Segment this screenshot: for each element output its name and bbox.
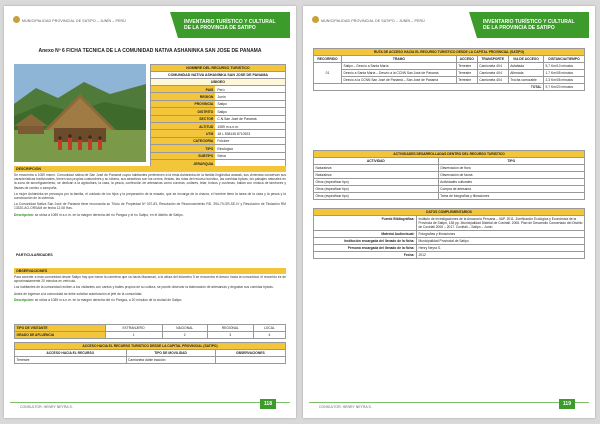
community-photo xyxy=(14,64,146,162)
table-row xyxy=(314,172,585,179)
row-key: JERARQUIA xyxy=(151,160,215,166)
banner-line-2: DE LA PROVINCIA DE SATIPO xyxy=(483,25,555,31)
resource-name: COMUNIDAD NATIVA ASHANINKA SAN JOSE DE PANAMA xyxy=(150,72,286,79)
inventory-banner xyxy=(477,12,589,38)
observations-p2: Los habitantes de la comunidad reciben a los visitantes con cantos y bailes propios de su cultura, se puede observar la elaboración de artesanías y degustar sus comidas típicas. xyxy=(14,285,274,290)
access-cell: Terrestre xyxy=(15,357,127,364)
access-col: TIPO DE MOVILIDAD xyxy=(126,350,215,357)
activity-cell: Observación de flora xyxy=(438,165,584,172)
visitor-col: NACIONAL xyxy=(162,325,207,332)
table-row xyxy=(314,63,585,70)
description-p2: La mujer Asháninka se preocupa por la familia, el cuidado de los hijos y la preparación de la masato, que se encarga de la chacra, el hombre tiene la tarea de la caza y la pesca y la construcción de la vivienda. xyxy=(14,191,286,201)
row-key: ALTITUD xyxy=(151,123,215,129)
complement-value: Henry Neyra S. xyxy=(416,245,584,252)
row-key: UTM xyxy=(151,130,215,136)
page-number: 118 xyxy=(260,399,276,409)
table-row xyxy=(314,193,585,200)
inventory-banner xyxy=(178,12,290,38)
complement-key: Fecha: xyxy=(314,252,417,259)
visitor-col: REGIONAL xyxy=(207,325,253,332)
row-key: TIPO xyxy=(151,145,215,151)
access-table xyxy=(14,342,286,364)
municipality-name: MUNICIPALIDAD PROVINCIAL DE SATIPO – JUNÍN – PERÚ xyxy=(321,19,425,23)
row-value: Satipo xyxy=(217,102,227,107)
complement-value: Instituto de Investigaciones de la Amazonía Peruana – IIAP. 2011. Zonificación Ecológica y Económica de la Provincia de Satipo, 138 pp. Municipalidad Distrital de Coviriali. 2006. Plan de Desarrollo Concertado del Distrito de Coviriali 2006 – 2017. Coviriali – Satipo – Junín. xyxy=(416,216,584,231)
visitor-table xyxy=(14,324,286,339)
row-key: SUBTIPO xyxy=(151,153,215,159)
route-cell: Terrestre xyxy=(456,77,477,84)
table-row xyxy=(314,252,585,259)
page-header xyxy=(10,12,290,38)
row-value: Perú xyxy=(217,87,225,92)
complementary-table xyxy=(313,208,585,259)
description-heading: DESCRIPCION xyxy=(14,166,286,172)
sheet-row xyxy=(150,145,286,152)
sheet-row xyxy=(150,138,286,145)
influx-value: 4 xyxy=(253,332,285,339)
activity-cell: Otros (especificar tipo) xyxy=(314,179,439,186)
row-key: SECTOR xyxy=(151,116,215,122)
page-footer xyxy=(309,402,589,412)
route-cell: 2,3 Km/05 minutos xyxy=(544,77,585,84)
access-cell xyxy=(215,357,285,364)
page-right xyxy=(303,6,595,418)
municipality-logo-icon xyxy=(312,16,319,23)
description-p4: se ubica a 1089 m.s.n.m. en la margen derecha del río Pangoa y el río Satipo, en el distrito de Satipo. xyxy=(34,212,184,217)
sheet-row xyxy=(150,123,286,130)
route-cell: Satipo – Desvío a Santa María xyxy=(342,63,457,70)
activity-cell: Otros (especificar tipo) xyxy=(314,186,439,193)
route-cell: Trocha carrozable xyxy=(508,77,543,84)
route-cell: 5,7 Km/10 minutos xyxy=(544,63,585,70)
influx-value: 2 xyxy=(162,332,207,339)
photo-illustration xyxy=(14,64,146,162)
observations-p1: Para acceder a esta comunidad desde Satipo hay que tomar la carretera que va hacia Mazamari, a la altura del kilómetro 5 se encuentra el desvío hacia la comunidad, el recorrido es de aproximadamente 20 minutos en vehículo. xyxy=(14,275,286,284)
route-col: ACCESO xyxy=(456,56,477,63)
activity-cell: Compra de artesanía xyxy=(438,186,584,193)
page-left xyxy=(4,6,296,418)
ubigeo-label: UBIGEO xyxy=(150,79,286,86)
table-row xyxy=(314,216,585,231)
activities-col: ACTIVIDAD xyxy=(314,158,439,165)
route-cell: Afirmada xyxy=(508,70,543,77)
access-title: ACCESO HACIA EL RECURSO TURISTICO DESDE LA CAPITAL PROVINCIAL (SATIPO) xyxy=(15,343,286,350)
row-key: DISTRITO xyxy=(151,108,215,114)
activity-cell: Toma de fotografías y filmaciones xyxy=(438,193,584,200)
description-p4-label: Descripción: xyxy=(14,212,34,217)
row-key: CATEGORIA xyxy=(151,138,215,144)
banner-line-1: INVENTARIO TURÍSTICO Y CULTURAL xyxy=(483,19,575,25)
complement-key: Fuente Bibliográfica: xyxy=(314,216,417,231)
row-value: 1089 m.s.n.m. xyxy=(217,124,239,129)
route-cell: Terrestre xyxy=(456,63,477,70)
route-cell: Desvío a la CCNN San José de Panamá – San José de Panamá xyxy=(342,77,457,84)
route-cell: Desvío a Santa María – Desvío a la CCNN San José de Panamá xyxy=(342,70,457,77)
route-col: TRANSPORTE xyxy=(477,56,508,63)
route-cell: Terrestre xyxy=(456,70,477,77)
table-row xyxy=(314,165,585,172)
complement-key: Material Audiovisual: xyxy=(314,231,417,238)
page-header xyxy=(309,12,589,38)
access-cell: Camioneta doble tracción xyxy=(126,357,215,364)
route-total-label: TOTAL xyxy=(314,84,544,91)
technical-sheet xyxy=(150,64,286,167)
observations-heading: OBSERVACIONES xyxy=(14,268,286,274)
route-col: TRAMO xyxy=(342,56,457,63)
route-cell: Asfaltada xyxy=(508,63,543,70)
activities-title: ACTIVIDADES DESARROLLADAS DENTRO DEL RECURSO TURISTICO xyxy=(314,151,585,158)
observations-text xyxy=(14,275,286,302)
visitor-col: TIPO DE VISITANTE xyxy=(15,325,106,332)
table-row xyxy=(314,186,585,193)
activity-cell: Otros (especificar tipo) xyxy=(314,193,439,200)
sheet-row xyxy=(150,101,286,108)
page-title: Anexo Nº 6 FICHA TECNICA DE LA COMUNIDAD NATIVA ASHANINKA SAN JOSE DE PANAMA xyxy=(38,48,262,54)
observations-p4-label: Descripción: xyxy=(14,297,34,302)
row-value: Etnológico xyxy=(217,146,234,151)
sheet-row xyxy=(150,116,286,123)
route-cell: Camioneta 4X4 xyxy=(477,77,508,84)
row-value: Satipo xyxy=(217,109,227,114)
consultant-name: CONSULTOR: HENRY NEYRA S. xyxy=(20,405,73,409)
table-row xyxy=(314,231,585,238)
observations-p3: Antes de ingresar a la comunidad se debe solicitar autorización al jefe de la comunidad. xyxy=(14,291,143,296)
route-cell: 1,7 Km/05 minutos xyxy=(544,70,585,77)
complementary-title: DATOS COMPLEMENTARIOS xyxy=(314,209,585,216)
row-value: Junín xyxy=(217,94,226,99)
page-footer xyxy=(10,402,290,412)
route-col: VIA DE ACCESO xyxy=(508,56,543,63)
activity-cell: Naturaleza xyxy=(314,165,439,172)
route-title: RUTA DE ACCESO HACIA EL RECURSO TURISTICO DESDE LA CAPITAL PROVINCIAL (SATIPO) xyxy=(314,49,585,56)
influx-value: 3 xyxy=(207,332,253,339)
route-col: DISTANCIA/TIEMPO xyxy=(544,56,585,63)
sheet-row xyxy=(150,153,286,160)
description-p1: Se encuentra a 1089 msnm. Comunidad nativa de San José de Panamá cuyos habitantes pertenecen a la etnia Asháninka de la familia lingüística arawak, sus viviendas conservan sus características tradicionales, tienen sus propias costumbres y su idioma, sus atractivos son los cerros, fiestas, las rutas del recurso turístico, las comidas típicas, los paisajes naturales en la zona de amortiguamiento, se dedican a la agricultura, la caza, la pesca, confección de artesanías como coronas, collares, telar, bolsos y cushmas, bailan con música de tambores y flautas de carrizo o zampoña. xyxy=(14,173,286,190)
sheet-row xyxy=(150,86,286,93)
sheet-row xyxy=(150,130,286,137)
complement-value: 2012 xyxy=(416,252,584,259)
municipality-name: MUNICIPALIDAD PROVINCIAL DE SATIPO – JUNÍN – PERÚ xyxy=(22,19,126,23)
access-col: OBSERVACIONES xyxy=(215,350,285,357)
municipality-logo-icon xyxy=(13,16,20,23)
observations-p4: se ubica a 1089 m.s.n.m. en la margen derecha del río Pangoa, a 20 minutos de la ciudad de Satipo. xyxy=(34,297,183,302)
activity-cell: Naturaleza xyxy=(314,172,439,179)
sheet-row xyxy=(150,93,286,100)
route-number: 01 xyxy=(314,63,342,84)
sheet-header: NOMBRE DEL RECURSO TURISTICO xyxy=(150,64,286,72)
table-row xyxy=(314,77,585,84)
complement-key: Persona encargada del llenado de la ficha: xyxy=(314,245,417,252)
row-value: Folclore xyxy=(217,139,230,144)
row-key: REGION xyxy=(151,93,215,99)
table-row xyxy=(314,245,585,252)
table-row xyxy=(314,179,585,186)
description-p3: La Comunidad Nativa San José de Panamá tiene reconocida su Título de Propiedad Nº 037-83, Resolución de Reconocimiento RD. 394-79-OR-SE-IV y Resolución de Titulación RM 13320-AG-ORSAM de fecha 12.08 Has. xyxy=(14,202,286,211)
access-col: ACCESO HACIA EL RECURSO xyxy=(15,350,127,357)
visitor-col: EXTRANJERO xyxy=(105,325,162,332)
visitor-col: LOCAL xyxy=(253,325,285,332)
route-table xyxy=(313,48,585,91)
table-row xyxy=(314,70,585,77)
route-cell: Camioneta 4X4 xyxy=(477,63,508,70)
particularities-heading: PARTICULARIDADES xyxy=(16,253,53,257)
complement-value: Municipalidad Provincial de Satipo xyxy=(416,238,584,245)
complement-value: Fotografías y filmaciones xyxy=(416,231,584,238)
activity-cell: Observación de fauna xyxy=(438,172,584,179)
description-text xyxy=(14,173,286,217)
influx-value: 1 xyxy=(105,332,162,339)
route-col: RECORRIDO xyxy=(314,56,342,63)
activity-cell: Actividades culturales xyxy=(438,179,584,186)
row-key: PAIS xyxy=(151,86,215,92)
row-value: C.N.San José de Panamá xyxy=(217,117,257,122)
sheet-row xyxy=(150,108,286,115)
complement-key: Institución encargada del llenado de la ficha: xyxy=(314,238,417,245)
route-cell: Camioneta 4X4 xyxy=(477,70,508,77)
table-row xyxy=(314,238,585,245)
banner-line-1: INVENTARIO TURÍSTICO Y CULTURAL xyxy=(184,19,276,25)
consultant-name: CONSULTOR: HENRY NEYRA S. xyxy=(319,405,372,409)
page-number: 119 xyxy=(559,399,575,409)
row-value: Selva xyxy=(217,154,226,159)
banner-line-2: DE LA PROVINCIA DE SATIPO xyxy=(184,25,256,31)
activities-col: TIPO xyxy=(438,158,584,165)
row-key: PROVINCIA xyxy=(151,101,215,107)
activities-table xyxy=(313,150,585,200)
influx-label: GRADO DE AFLUENCIA xyxy=(15,332,106,339)
row-value: 18 L 538145 8710923 xyxy=(217,131,251,136)
route-total: 9,7 Km/20 minutos xyxy=(544,84,585,91)
